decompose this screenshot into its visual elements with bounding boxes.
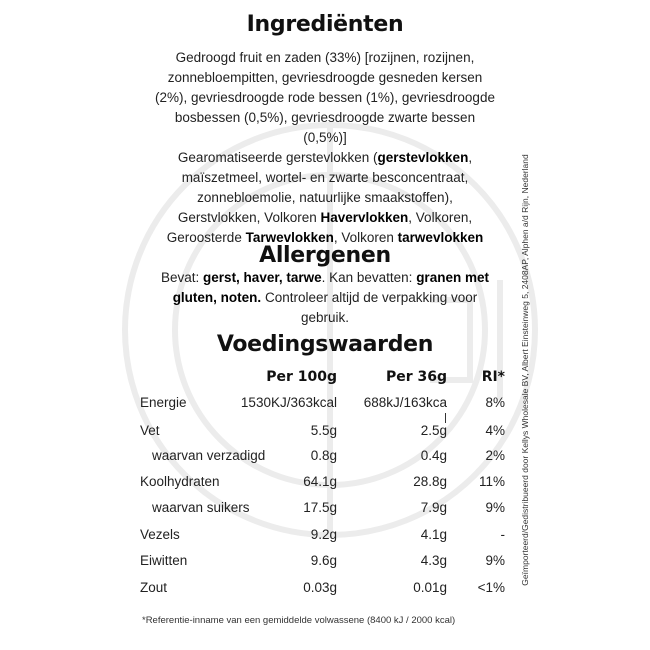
allergen-highlight: tarwevlokken bbox=[397, 230, 484, 245]
value-ri: <1% bbox=[477, 580, 505, 595]
allergen-highlight: Tarwevlokken bbox=[245, 230, 334, 245]
footnote: *Referentie-inname van een gemiddelde volwassene (8400 kJ / 2000 kcal) bbox=[142, 615, 456, 626]
value-per-36g: 0.4g bbox=[420, 448, 447, 463]
table-row bbox=[140, 423, 510, 445]
allergen-highlight: gluten, noten. bbox=[172, 290, 262, 305]
text-span: Gerstvlokken, Volkoren bbox=[177, 210, 321, 225]
value-ri: 2% bbox=[485, 448, 505, 463]
table-row bbox=[140, 580, 510, 602]
value-per-100g: 17.5g bbox=[303, 500, 337, 515]
value-per-100g: 64.1g bbox=[303, 474, 337, 489]
ingredients-line: Gedroogd fruit en zaden (33%) [rozijnen, rozijnen, bbox=[175, 50, 475, 65]
value-per-36g: 28.8g bbox=[413, 474, 447, 489]
table-row bbox=[140, 474, 510, 496]
ingredients-title: Ingrediënten bbox=[246, 12, 404, 37]
value-ri: 9% bbox=[485, 500, 505, 515]
ingredients-paragraph-2 bbox=[130, 148, 520, 248]
value-per-36g: 7.9g bbox=[420, 500, 447, 515]
nutrient-name: Koolhydraten bbox=[140, 474, 220, 489]
text-span: Geroosterde bbox=[166, 230, 246, 245]
text-span: , Volkoren, bbox=[408, 210, 473, 225]
text-span: Gearomatiseerde gerstevlokken ( bbox=[177, 150, 378, 165]
value-per-100g: 9.6g bbox=[310, 553, 337, 568]
text-span: Controleer altijd de verpakking voor bbox=[261, 290, 478, 305]
stray-mark bbox=[445, 413, 446, 423]
table-row bbox=[140, 395, 510, 417]
nutrient-name: waarvan verzadigd bbox=[152, 448, 266, 463]
allergen-highlight: gerst, haver, tarwe bbox=[203, 270, 322, 285]
value-ri: 8% bbox=[485, 395, 505, 410]
ingredients-line: zonnebloempitten, gevriesdroogde gesneden kersen bbox=[167, 70, 483, 85]
table-row bbox=[140, 448, 510, 470]
allergen-highlight: Havervlokken bbox=[320, 210, 409, 225]
value-per-100g: 5.5g bbox=[310, 423, 337, 438]
ingredients-line bbox=[130, 148, 520, 168]
nutrient-name: Vet bbox=[140, 423, 160, 438]
value-ri: 4% bbox=[485, 423, 505, 438]
allergens-line bbox=[130, 268, 520, 288]
ingredients-line: (2%), gevriesdroogde rode bessen (1%), gevriesdroogde bbox=[155, 90, 495, 105]
value-per-36g: 2.5g bbox=[420, 423, 447, 438]
value-ri: - bbox=[500, 527, 505, 542]
ingredients-line: zonnebloemolie, natuurlijke smaakstoffen), bbox=[197, 190, 453, 205]
text-span: Bevat: bbox=[161, 270, 204, 285]
allergens-title: Allergenen bbox=[259, 243, 391, 268]
text-span: . Kan bevatten: bbox=[321, 270, 417, 285]
nutrient-name: Zout bbox=[140, 580, 168, 595]
value-per-36g: 4.1g bbox=[420, 527, 447, 542]
importer-address: Geïmporteerd/Gedistribueerd door Kellys Wholesale BV, Albert Einsteinweg 5, 2408AP, Alphen a/d Rijn, Nederland bbox=[520, 154, 530, 586]
nutrition-title: Voedingswaarden bbox=[216, 332, 434, 357]
value-per-100g: 1530KJ/363kcal bbox=[240, 395, 337, 410]
nutrient-name: Energie bbox=[140, 395, 187, 410]
value-ri: 11% bbox=[478, 474, 505, 489]
text-span: , Volkoren bbox=[333, 230, 398, 245]
nutrient-name: Vezels bbox=[140, 527, 180, 542]
value-per-36g: 688kJ/163kca bbox=[363, 395, 447, 410]
allergen-highlight: gerstevlokken bbox=[377, 150, 469, 165]
text-span: , bbox=[468, 150, 473, 165]
header-per-36g: Per 36g bbox=[385, 369, 447, 385]
table-row bbox=[140, 553, 510, 575]
allergens-line bbox=[130, 288, 520, 308]
ingredients-line bbox=[130, 208, 520, 228]
table-row bbox=[140, 527, 510, 549]
allergens-paragraph bbox=[130, 268, 520, 328]
value-per-36g: 0.01g bbox=[413, 580, 447, 595]
table-row bbox=[140, 500, 510, 522]
ingredients-line: (0,5%)] bbox=[303, 130, 347, 145]
ingredients-paragraph-1 bbox=[130, 48, 520, 148]
value-ri: 9% bbox=[485, 553, 505, 568]
value-per-100g: 9.2g bbox=[310, 527, 337, 542]
nutrient-name: waarvan suikers bbox=[152, 500, 250, 515]
nutrient-name: Eiwitten bbox=[140, 553, 188, 568]
value-per-100g: 0.8g bbox=[310, 448, 337, 463]
header-ri: RI* bbox=[481, 369, 505, 385]
value-per-36g: 4.3g bbox=[420, 553, 447, 568]
ingredients-line: bosbessen (0,5%), gevriesdroogde zwarte bessen bbox=[174, 110, 476, 125]
ingredients-line: maïszetmeel, wortel- en zwarte besconcentraat, bbox=[181, 170, 469, 185]
value-per-100g: 0.03g bbox=[303, 580, 337, 595]
allergen-highlight: granen met bbox=[416, 270, 489, 285]
header-per-100g: Per 100g bbox=[266, 369, 337, 385]
allergens-line: gebruik. bbox=[300, 310, 350, 325]
